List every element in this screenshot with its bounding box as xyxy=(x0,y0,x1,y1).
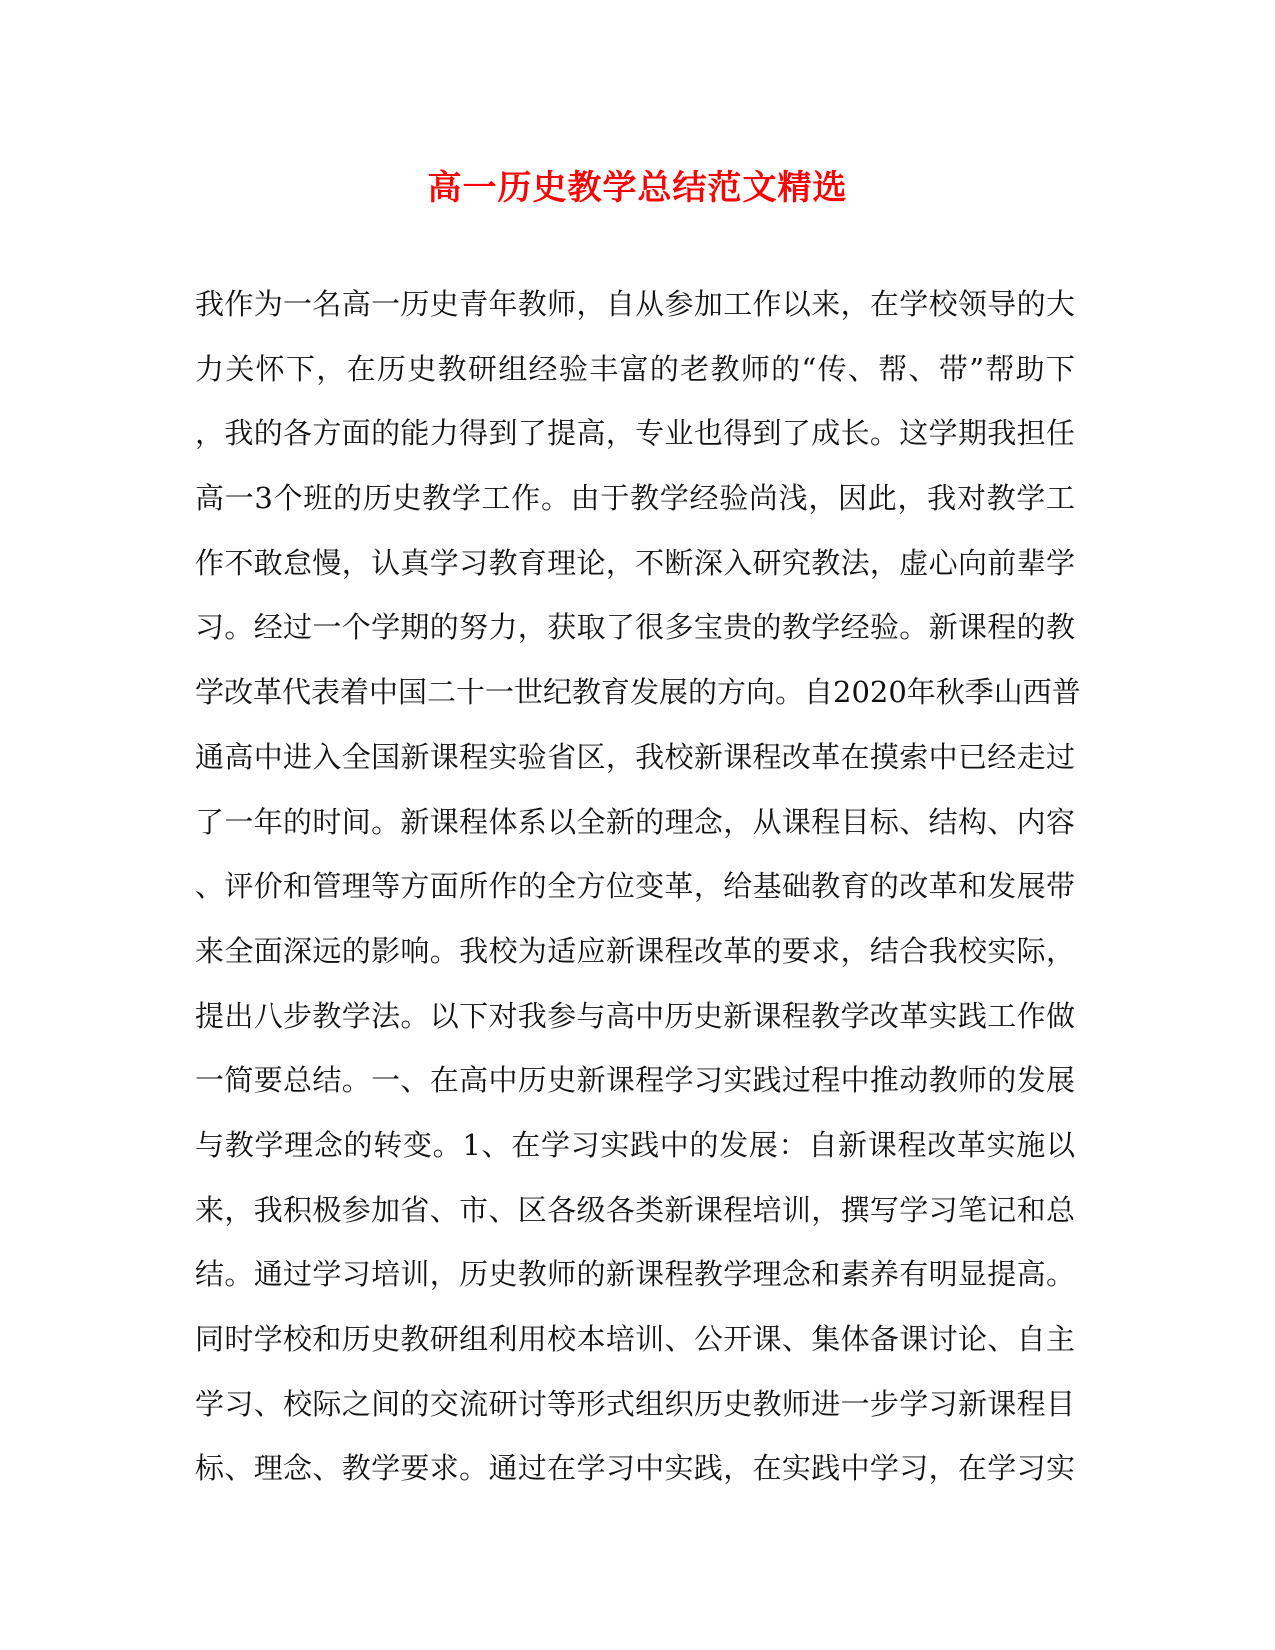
body-line: 来全面深远的影响。我校为适应新课程改革的要求，结合我校实际， xyxy=(195,933,1075,968)
body-line: 一简要总结。一、在高中历史新课程学习实践过程中推动教师的发展 xyxy=(195,1063,1075,1098)
body-line: 来，我积极参加省、市、区各级各类新课程培训，撰写学习笔记和总 xyxy=(195,1192,1075,1227)
body-line: 习。经过一个学期的努力，获取了很多宝贵的教学经验。新课程的教 xyxy=(195,610,1075,645)
body-line: 了一年的时间。新课程体系以全新的理念，从课程目标、结构、内容 xyxy=(195,804,1075,839)
body-line: ，我的各方面的能力得到了提高，专业也得到了成长。这学期我担任 xyxy=(195,416,1075,451)
body-line: 通高中进入全国新课程实验省区，我校新课程改革在摸索中已经走过 xyxy=(195,739,1075,774)
body-line: 力关怀下，在历史教研组经验丰富的老教师的“传、帮、带”帮助下 xyxy=(195,351,1075,386)
body-line: 提出八步教学法。以下对我参与高中历史新课程教学改革实践工作做 xyxy=(195,998,1075,1033)
body-line: 作不敢怠慢，认真学习教育理论，不断深入研究教法，虚心向前辈学 xyxy=(195,545,1075,580)
document-body xyxy=(195,284,1081,1513)
body-line: 学习、校际之间的交流研讨等形式组织历史教师进一步学习新课程目 xyxy=(195,1386,1075,1421)
body-line: 结。通过学习培训，历史教师的新课程教学理念和素养有明显提高。 xyxy=(195,1257,1075,1292)
body-line: 同时学校和历史教研组利用校本培训、公开课、集体备课讨论、自主 xyxy=(195,1322,1075,1356)
body-line: 高一3个班的历史教学工作。由于教学经验尚浅，因此，我对教学工 xyxy=(195,481,1075,516)
body-line: 、评价和管理等方面所作的全方位变革，给基础教育的改革和发展带 xyxy=(195,869,1075,904)
body-line: 标、理念、教学要求。通过在学习中实践，在实践中学习，在学习实 xyxy=(195,1451,1075,1486)
body-line: 我作为一名高一历史青年教师，自从参加工作以来，在学校领导的大 xyxy=(195,287,1075,321)
document-title: 高一历史教学总结范文精选 xyxy=(427,168,848,208)
body-line: 与教学理念的转变。1、在学习实践中的发展：自新课程改革实施以 xyxy=(195,1127,1075,1162)
body-line: 学改革代表着中国二十一世纪教育发展的方向。自2020年秋季山西普 xyxy=(195,675,1081,710)
